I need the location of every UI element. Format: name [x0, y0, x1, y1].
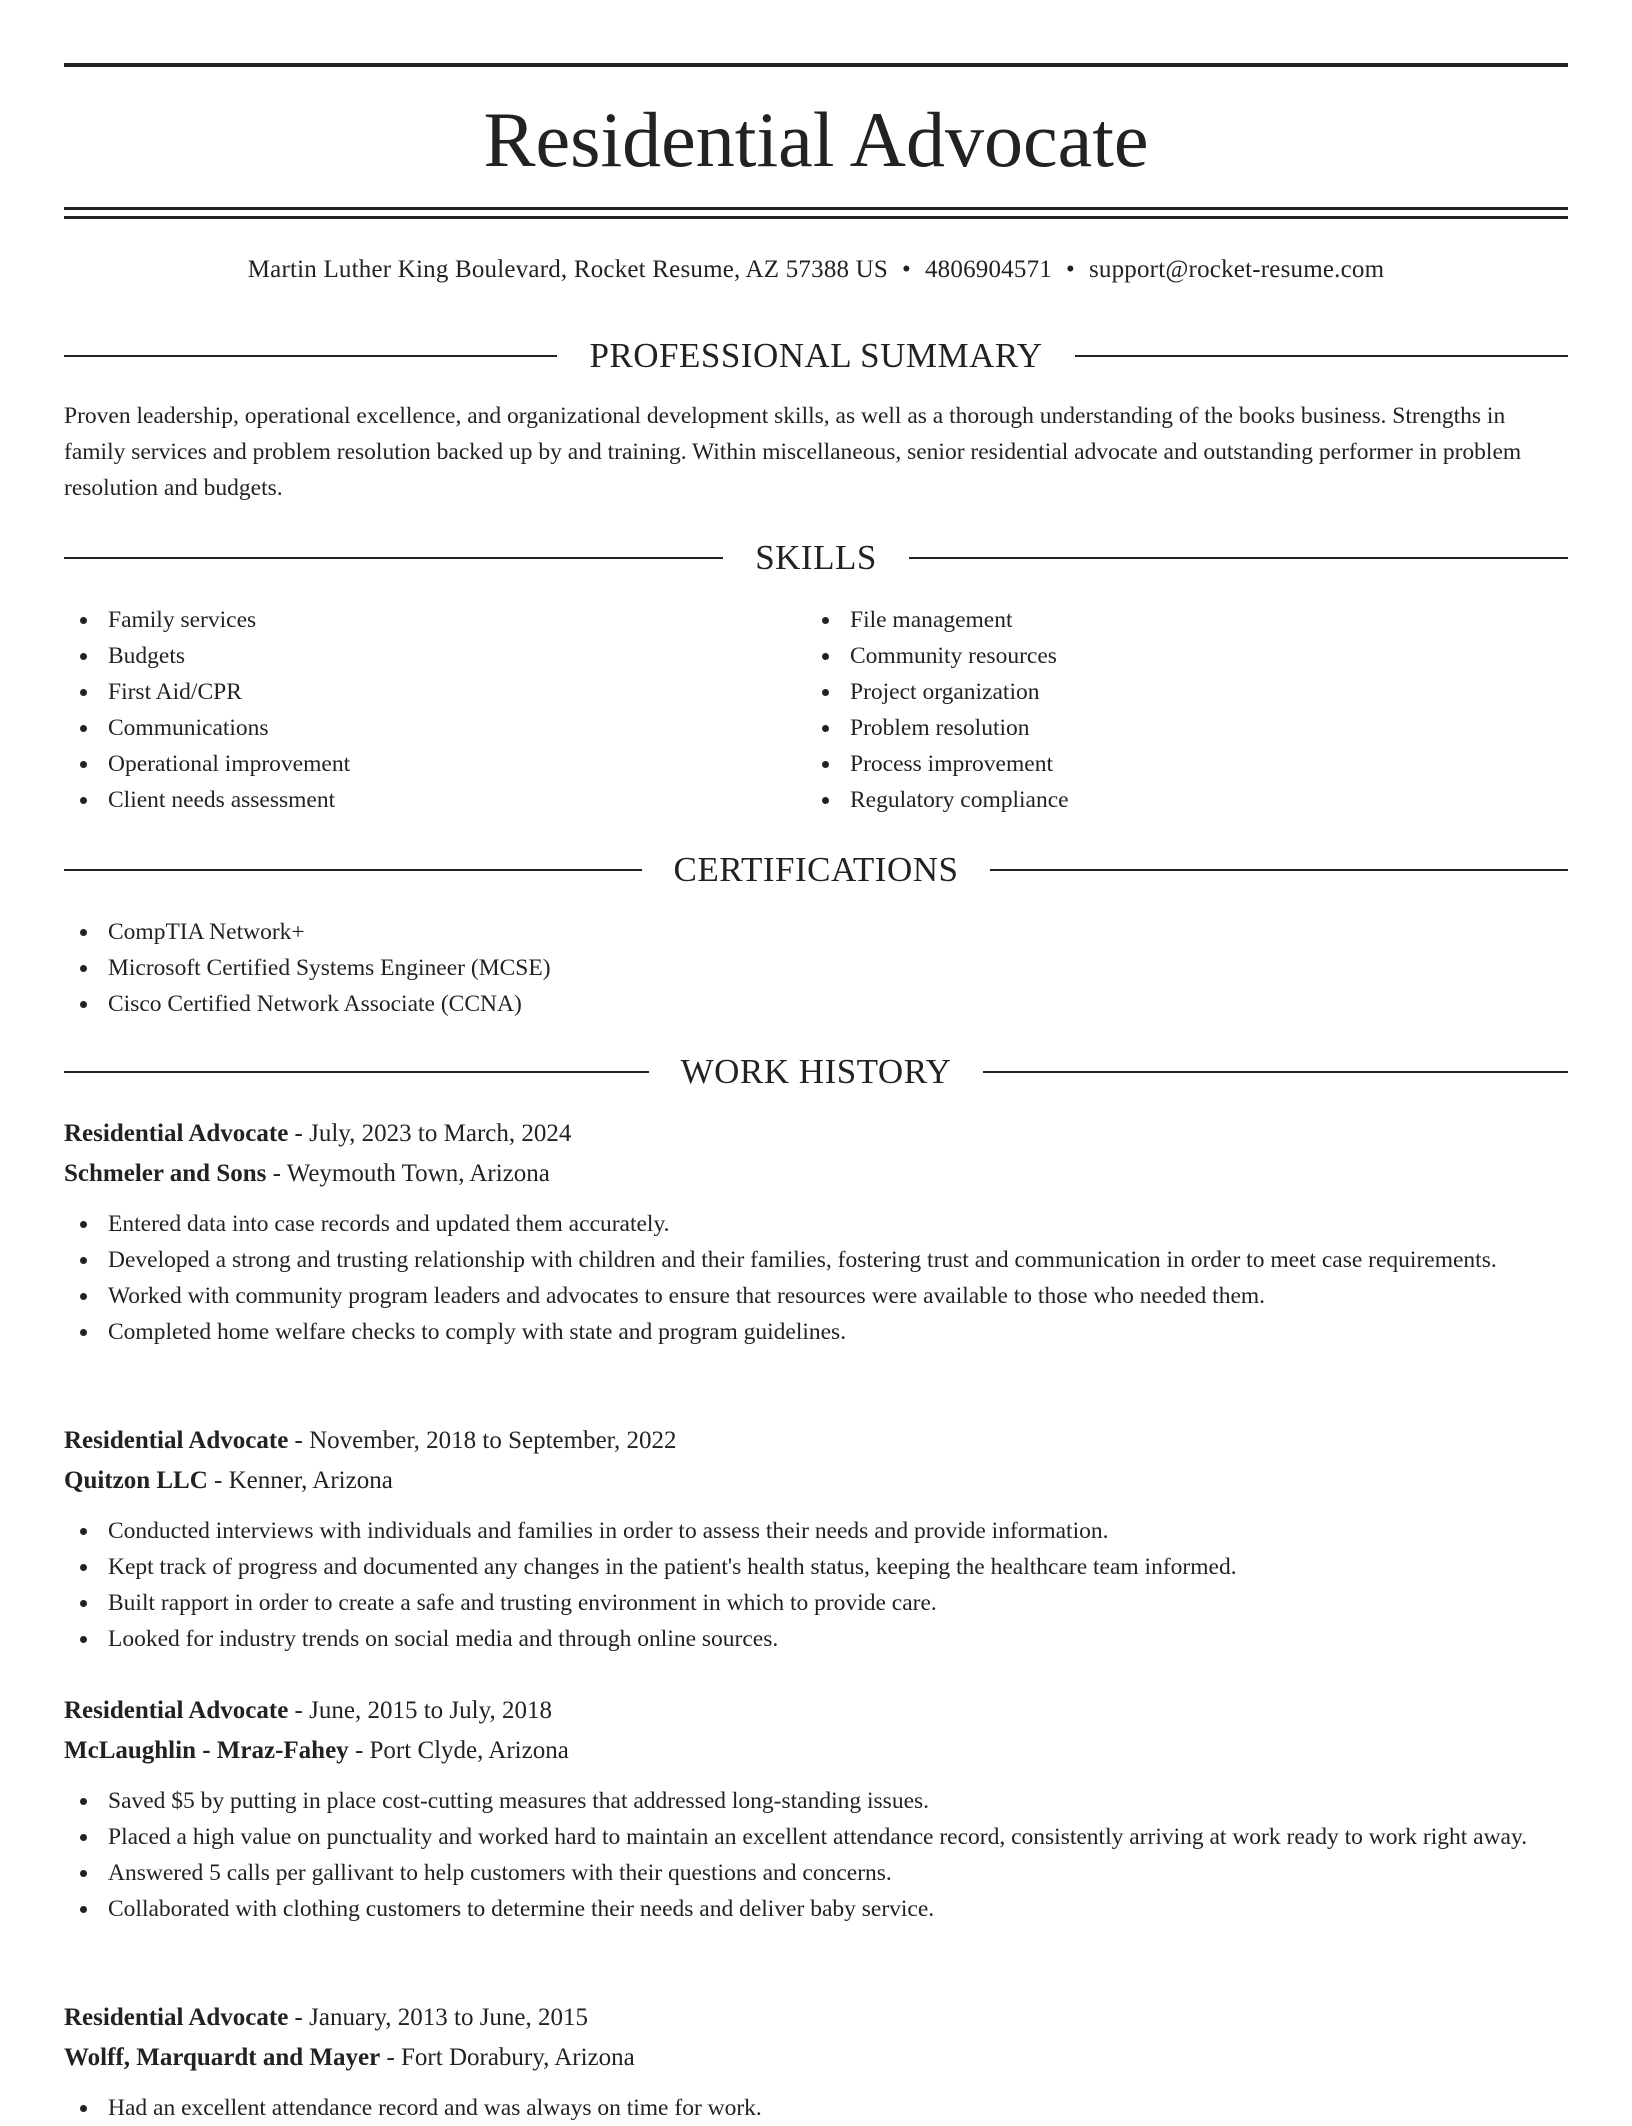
skill-item: Process improvement — [806, 746, 1526, 782]
job-header — [64, 1691, 1568, 1731]
top-rule — [64, 63, 1568, 67]
section-header-work-history — [64, 1050, 1568, 1094]
company-location: - Weymouth Town, Arizona — [266, 1160, 550, 1187]
job-bullets — [64, 1783, 1568, 1927]
section-rule — [983, 1071, 1568, 1073]
contact-email: support@rocket-resume.com — [1088, 256, 1385, 283]
section-title: PROFESSIONAL SUMMARY — [589, 336, 1043, 375]
skills-column-right — [806, 602, 1526, 818]
job-bullet: Looked for industry trends on social media and through online sources. — [64, 1621, 1568, 1657]
skill-item: Problem resolution — [806, 710, 1526, 746]
section-rule — [1075, 355, 1568, 357]
skill-item: Community resources — [806, 638, 1526, 674]
skill-item: Communications — [64, 710, 784, 746]
section-title: CERTIFICATIONS — [673, 850, 959, 889]
job-header — [64, 1998, 1568, 2038]
skill-item: Regulatory compliance — [806, 782, 1526, 818]
skill-item: File management — [806, 602, 1526, 638]
job-title: Residential Advocate — [64, 1697, 289, 1724]
job-bullet: Completed home welfare checks to comply with state and program guidelines. — [64, 1314, 1568, 1350]
job-dates: - November, 2018 to September, 2022 — [288, 1427, 677, 1454]
job-entry — [64, 1691, 1568, 1927]
company-location: - Port Clyde, Arizona — [348, 1737, 569, 1764]
certifications-block — [64, 914, 1568, 1022]
certification-item: Cisco Certified Network Associate (CCNA) — [64, 986, 1568, 1022]
job-dates: - July, 2023 to March, 2024 — [288, 1120, 572, 1147]
job-bullet: Built rapport in order to create a safe and trusting environment in which to provide care. — [64, 1585, 1568, 1621]
section-title: WORK HISTORY — [680, 1052, 952, 1091]
title-rule-lower — [64, 216, 1568, 219]
company-name: McLaughlin - Mraz-Fahey — [64, 1737, 349, 1764]
section-header-summary — [64, 334, 1568, 378]
job-bullet: Conducted interviews with individuals and families in order to assess their needs and provide information. — [64, 1513, 1568, 1549]
job-bullet: Developed a strong and trusting relationship with children and their families, fostering trust and communication in order to meet case requirements. — [64, 1242, 1568, 1278]
job-employer — [64, 1154, 1568, 1194]
company-name: Schmeler and Sons — [64, 1160, 267, 1187]
job-entry — [64, 1421, 1568, 1657]
section-header-skills — [64, 536, 1568, 580]
skills-column-left — [64, 602, 784, 818]
section-rule — [909, 557, 1568, 559]
skills-list — [64, 602, 784, 818]
job-entry — [64, 1998, 1568, 2126]
job-title: Residential Advocate — [64, 1120, 289, 1147]
job-bullet: Saved $5 by putting in place cost-cutting measures that addressed long-standing issues. — [64, 1783, 1568, 1819]
job-title: Residential Advocate — [64, 2004, 289, 2031]
job-bullet: Answered 5 calls per gallivant to help customers with their questions and concerns. — [64, 1855, 1568, 1891]
job-dates: - June, 2015 to July, 2018 — [288, 1697, 552, 1724]
job-header — [64, 1421, 1568, 1461]
skill-item: Client needs assessment — [64, 782, 784, 818]
job-bullet: Kept track of progress and documented any changes in the patient's health status, keeping the healthcare team informed. — [64, 1549, 1568, 1585]
job-bullet: Had an excellent attendance record and was always on time for work. — [64, 2090, 1568, 2126]
job-employer — [64, 1731, 1568, 1771]
resume-title: Residential Advocate — [483, 96, 1149, 183]
company-location: - Fort Dorabury, Arizona — [380, 2044, 635, 2071]
job-title: Residential Advocate — [64, 1427, 289, 1454]
section-rule — [64, 869, 642, 871]
job-bullets — [64, 1206, 1568, 1350]
section-rule — [64, 1071, 649, 1073]
certifications-list — [64, 914, 1568, 1022]
job-bullets — [64, 1513, 1568, 1657]
job-bullet: Collaborated with clothing customers to determine their needs and deliver baby service. — [64, 1891, 1568, 1927]
job-bullets — [64, 2090, 1568, 2126]
job-header — [64, 1114, 1568, 1154]
section-rule — [990, 869, 1568, 871]
section-title: SKILLS — [755, 538, 877, 577]
section-rule — [64, 355, 557, 357]
job-bullet: Entered data into case records and updated them accurately. — [64, 1206, 1568, 1242]
contact-separator: • — [902, 256, 911, 283]
section-header-certifications — [64, 848, 1568, 892]
skill-item: Project organization — [806, 674, 1526, 710]
section-rule — [64, 557, 723, 559]
skill-item: Family services — [64, 602, 784, 638]
summary-text: Proven leadership, operational excellence, and organizational development skills, as well as a thorough understanding of the books business. Strengths in family services and problem resolution backed up by and training. Within miscellaneous, senior residential advocate and outstanding performer in problem resolution and budgets. — [64, 403, 1522, 501]
title-rule-upper — [64, 207, 1568, 210]
company-location: - Kenner, Arizona — [207, 1467, 393, 1494]
contact-address: Martin Luther King Boulevard, Rocket Resume, AZ 57388 US — [247, 256, 889, 283]
contact-separator: • — [1065, 256, 1075, 283]
contact-line — [64, 252, 1568, 288]
contact-phone: 4806904571 — [924, 256, 1052, 283]
job-bullet: Worked with community program leaders and advocates to ensure that resources were available to those who needed them. — [64, 1278, 1568, 1314]
job-dates: - January, 2013 to June, 2015 — [288, 2004, 589, 2031]
skill-item: Budgets — [64, 638, 784, 674]
job-entry — [64, 1114, 1568, 1350]
job-bullet: Placed a high value on punctuality and worked hard to maintain an excellent attendance record, consistently arriving at work ready to work right away. — [64, 1819, 1568, 1855]
skill-item: First Aid/CPR — [64, 674, 784, 710]
skills-list — [806, 602, 1526, 818]
company-name: Quitzon LLC — [64, 1467, 208, 1494]
job-employer — [64, 1461, 1568, 1501]
skill-item: Operational improvement — [64, 746, 784, 782]
job-employer — [64, 2038, 1568, 2078]
certification-item: Microsoft Certified Systems Engineer (MCSE) — [64, 950, 1568, 986]
company-name: Wolff, Marquardt and Mayer — [64, 2044, 381, 2071]
certification-item: CompTIA Network+ — [64, 914, 1568, 950]
